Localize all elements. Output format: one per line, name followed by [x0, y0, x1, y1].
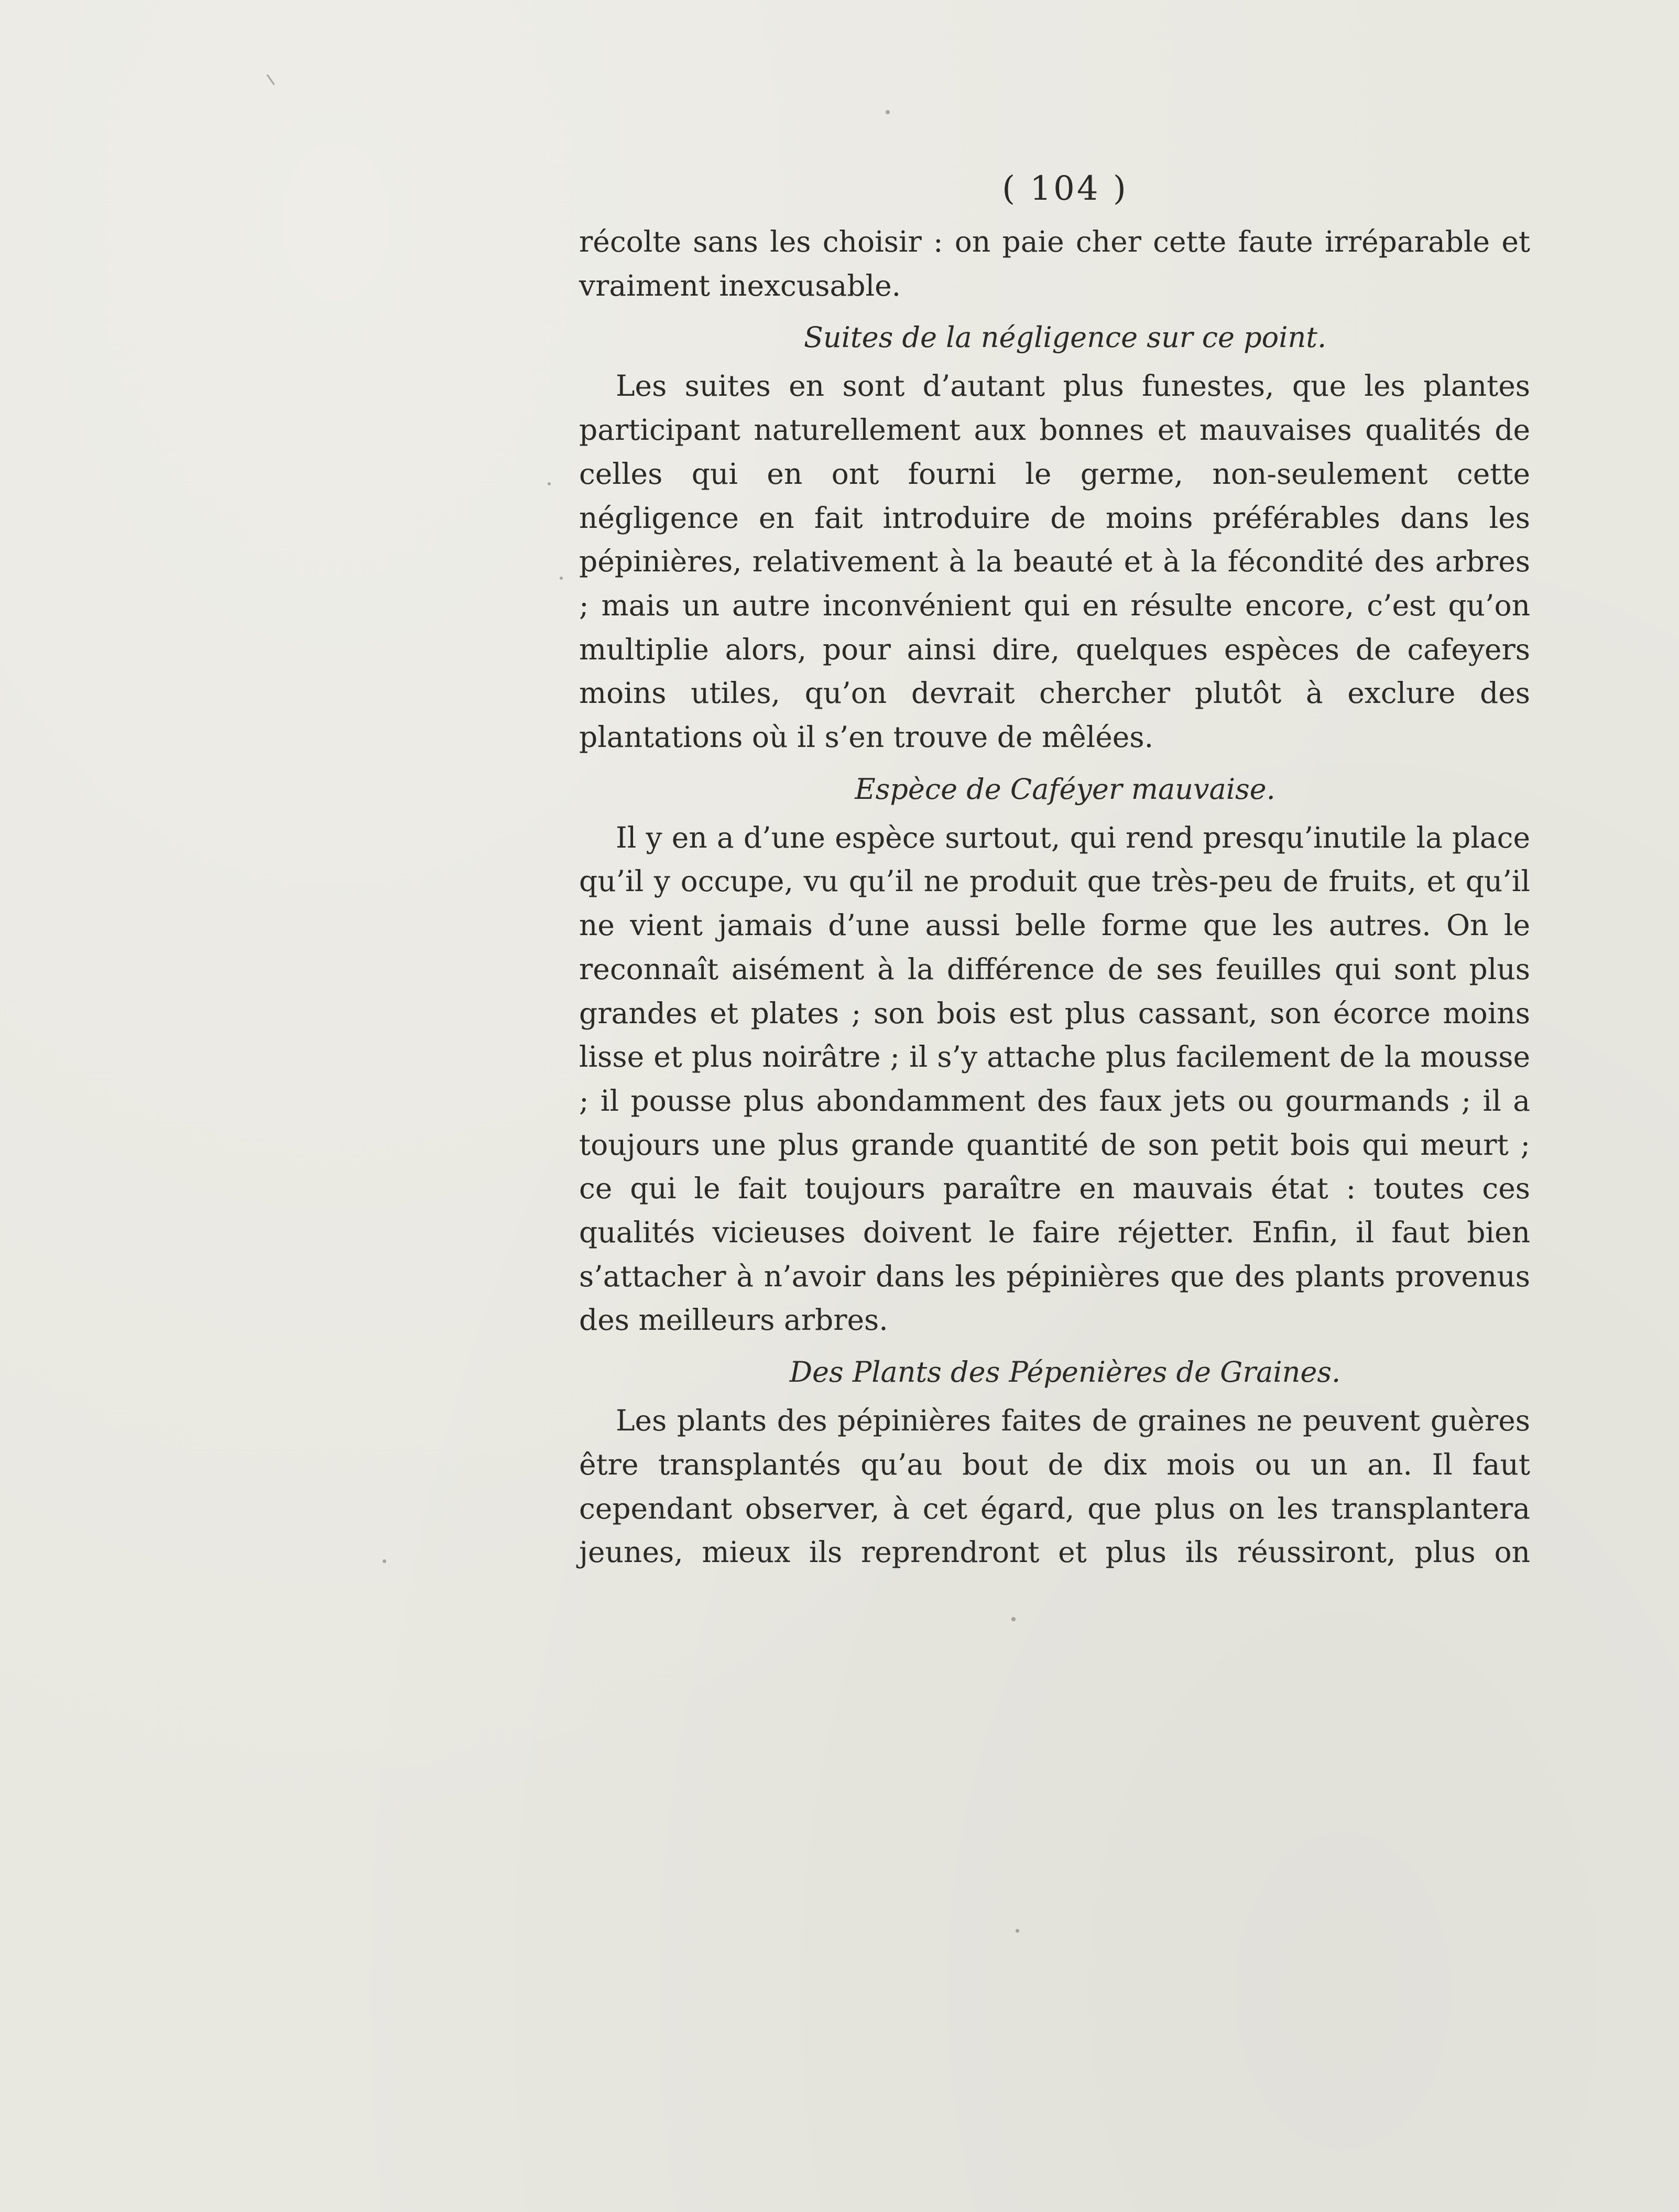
paragraph-bad-coffee-species: Il y en a d’une espèce surtout, qui rend presqu’inutile la place qu’il y occupe, vu qu’il ne produit que très-peu de fruits, et qu’il ne vient jamais d’une aussi belle forme que les autres. On le reconnaît aisément à la différence de ses feuilles qui sont plus grandes et plates ; son bois est plus cassant, son écorce moins lisse et plus noirâtre ; il s’y attache plus facilement de la mousse ; il pousse plus abondamment des faux jets ou gourmands ; il a toujours une plus grande quantité de son petit bois qui meurt ; ce qui le fait toujours paraître en mauvais état : toutes ces qualités vicieuses doivent le faire réjetter. Enfin, il faut bien s’attacher à n’avoir dans les pépinières que des plants provenus des meilleurs arbres. [579, 820, 1530, 1337]
paper-speck [1016, 1929, 1019, 1933]
paragraph-continuation: récolte sans les choisir : on paie cher cette faute irréparable et vraiment inexcusable. [579, 225, 1530, 302]
section-heading-seed-nursery-plants: Des Plants des Pépenières de Graines. [789, 1356, 1341, 1389]
section-heading-negligence: Suites de la négligence sur ce point. [803, 321, 1327, 354]
paragraph-negligence: Les suites en sont d’autant plus funestes, que les plantes participant naturellement aux bonnes et mauvaises qualités de celles qui en ont fourni le germe, non-seulement cette négligence en fait introduire de moins préférables dans les pépinières, relativement à la beauté et à la fécondité des arbres ; mais un autre inconvénient qui en résulte encore, c’est qu’on multiplie alors, pour ainsi dire, quelques espèces de cafeyers moins utiles, qu’on devrait chercher plutôt à exclure des plantations où il s’en trouve de mêlées. [579, 369, 1530, 754]
paragraph-seed-nursery-plants: Les plants des pépinières faites de graines ne peuvent guères être transplantés qu’au bout de dix mois ou un an. Il faut cependant observer, à cet égard, que plus on les transplantera jeunes, mieux ils reprendront et plus ils réussiront, plus on [579, 1404, 1530, 1569]
paper-speck [1011, 1617, 1016, 1621]
paper-speck [548, 482, 551, 485]
section-heading-bad-coffee-species: Espèce de Caféyer mauvaise. [855, 772, 1275, 806]
page-content [579, 157, 1530, 1575]
paper-speck [266, 74, 275, 85]
paper-speck [383, 1559, 386, 1563]
paper-speck [560, 577, 563, 580]
paper-speck [886, 110, 890, 114]
page-number: ( 104 ) [1002, 169, 1128, 208]
